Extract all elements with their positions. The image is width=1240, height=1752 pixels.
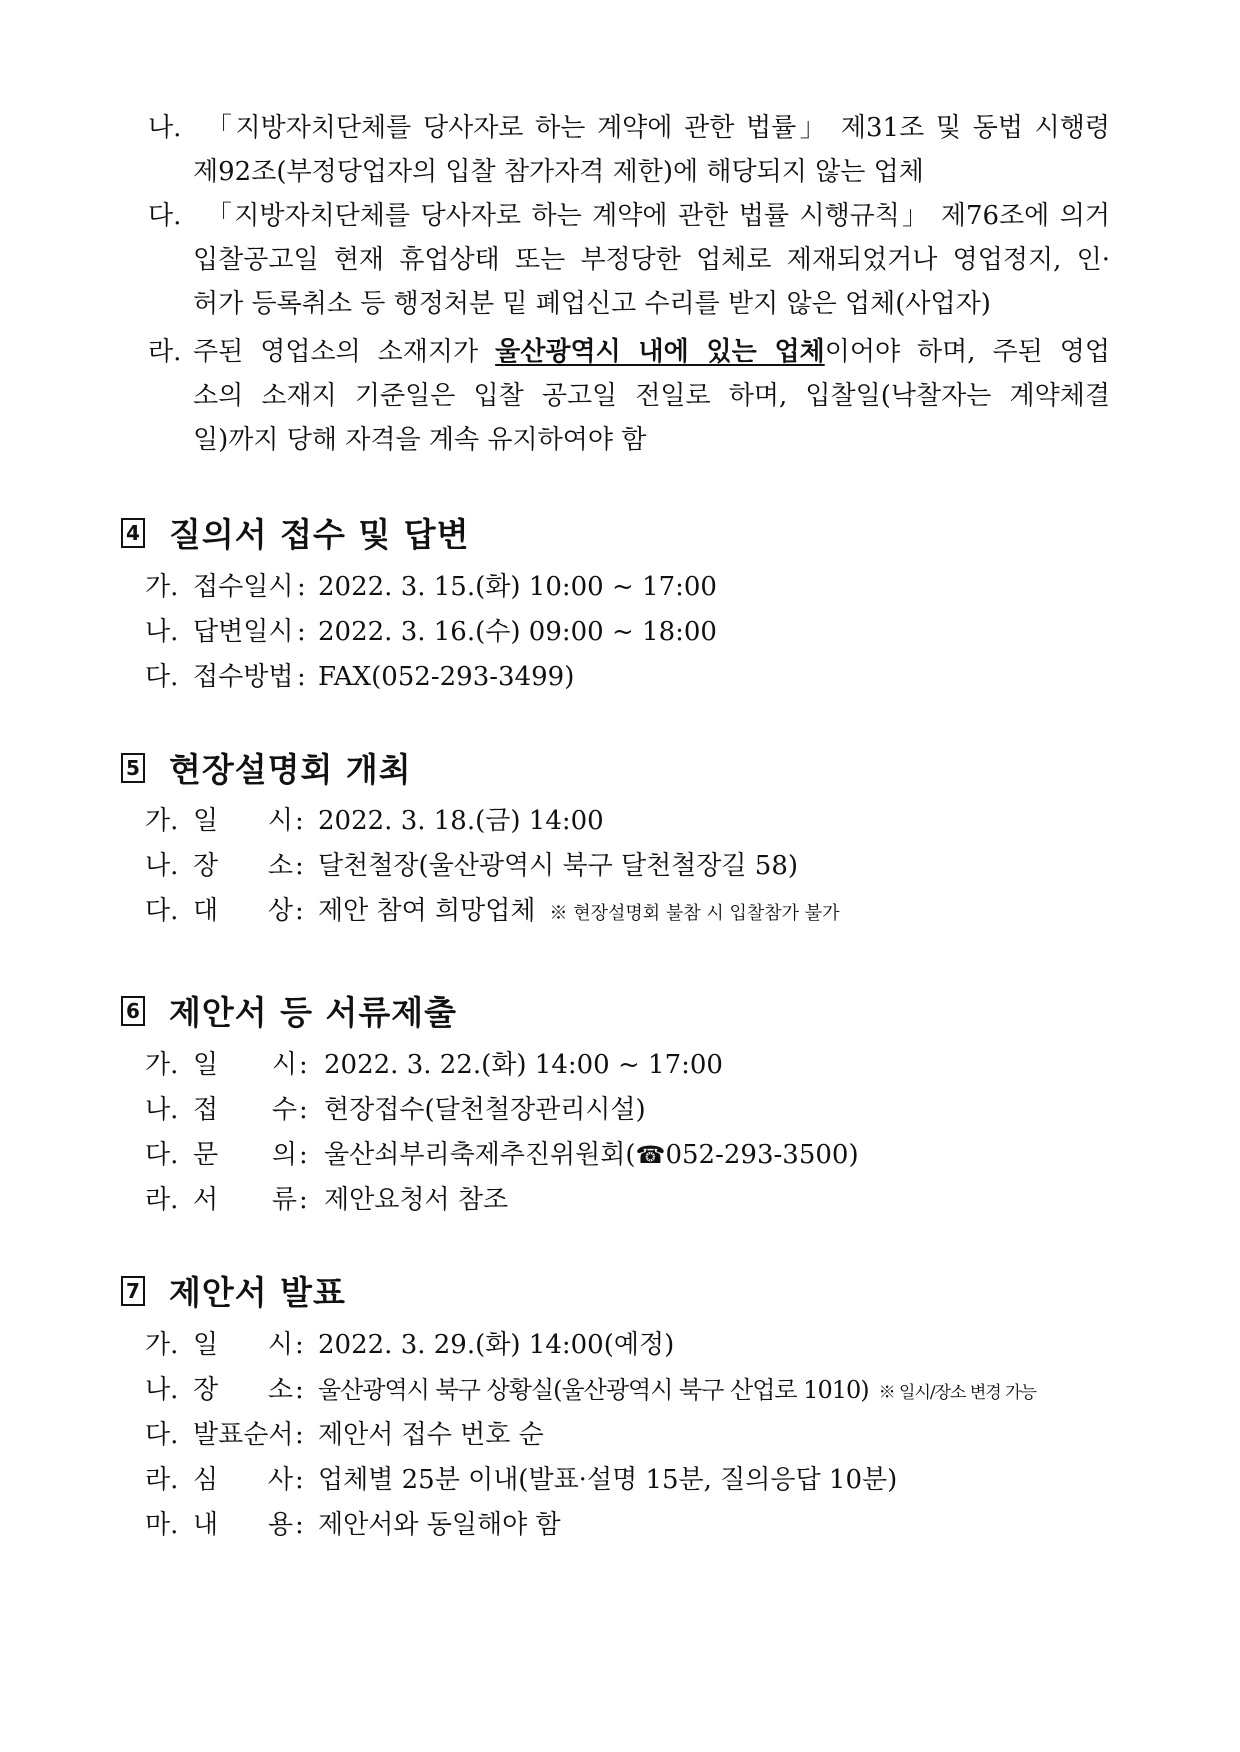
item-text: 「지방자치단체를 당사자로 하는 계약에 관한 법률 시행규칙」 제76조에 의거 [206,201,1110,231]
item-text: 소의 소재지 기준일은 입찰 공고일 전일로 하며, 입찰일(낙찰자는 계약체결 [193,381,1110,411]
field-colon: : [297,662,306,692]
note-text: ※ 현장설명회 불참 시 입찰참가 불가 [549,903,840,924]
field-row [0,1088,1240,1132]
item-marker: 가. [145,1050,179,1080]
text-run: 이어야 하며, 주된 영업 [824,337,1110,367]
field-colon: : [295,806,304,836]
value-text: 업체별 25분 이내(발표·설명 15분, 질의응답 10분) [318,1465,898,1495]
field-value [318,1368,1036,1415]
item-text [193,330,1110,374]
label-char: 류 [271,1185,297,1215]
label-char: 장 [193,1375,219,1405]
field-value [324,1133,859,1177]
field-value [318,1458,911,1505]
field-value: 2022. 3. 22.(화) 14:00 ~ 17:00 [324,1050,723,1080]
label-char: 수 [271,1095,297,1125]
field-value [318,1413,558,1460]
item-marker: 나. [145,1375,179,1405]
item-marker: 다. [145,896,179,926]
label-char: 접 [193,1095,219,1125]
field-colon: : [299,1140,308,1170]
item-marker: 나. [145,617,179,647]
field-label [193,1178,297,1222]
item-marker: 라. [148,337,182,367]
field-colon: : [299,1095,308,1125]
list-item-continuation [0,238,1240,282]
field-row [0,889,1240,933]
value-text: 제안서 접수 번호 순 [318,1420,544,1450]
field-label: 답변일시 [193,617,294,647]
field-row [0,1368,1240,1412]
item-text: 제92조(부정당업자의 입찰 참가자격 제한)에 해당되지 않는 업체 [193,157,924,187]
label-char: 시 [267,806,293,836]
field-colon: : [295,1330,304,1360]
field-value: 현장접수(달천철장관리시설) [324,1095,646,1125]
field-label [193,1323,293,1367]
list-item-continuation [0,374,1240,418]
field-colon: : [299,1050,308,1080]
field-label [193,1368,293,1412]
item-marker: 라. [145,1185,179,1215]
list-item [0,106,1240,150]
field-row [0,1413,1240,1457]
item-marker: 라. [145,1465,179,1495]
label-text: 발표순서 [193,1420,294,1450]
section-title: 제안서 발표 [169,1273,346,1312]
label-char: 장 [193,851,219,881]
phone-icon: ☎ [635,1141,666,1169]
text-run: 주된 영업소의 소재지가 [193,337,496,367]
section-title: 질의서 접수 및 답변 [169,515,470,554]
section-title: 현장설명회 개최 [169,750,412,789]
label-char: 의 [271,1140,297,1170]
field-colon: : [295,1420,304,1450]
field-row [0,1503,1240,1547]
value-text: 울산광역시 북구 상황실(울산광역시 북구 산업로 1010) [318,1376,869,1404]
field-value: FAX(052-293-3499) [318,662,575,692]
field-label [193,1088,297,1132]
field-label [193,844,293,888]
section-title: 제안서 등 서류제출 [169,993,458,1032]
list-item-continuation [0,418,1240,462]
field-row [0,1323,1240,1367]
field-row [0,1458,1240,1502]
section-number-box: 4 [121,518,145,548]
item-text: 입찰공고일 현재 휴업상태 또는 부정당한 업체로 제재되었거나 영업정지, 인· [193,245,1110,275]
label-char: 소 [267,1375,293,1405]
field-row [0,565,1240,609]
note-text: ※ 일시/장소 변경 가능 [878,1383,1036,1403]
field-label [193,889,293,933]
field-label [193,799,293,843]
field-row [0,844,1240,888]
field-colon: : [299,1185,308,1215]
item-marker: 다. [145,1420,179,1450]
label-char: 일 [193,1330,219,1360]
item-marker: 다. [145,662,179,692]
value-text: 울산쇠부리축제추진위원회( [324,1140,636,1170]
label-char: 서 [193,1185,219,1215]
value-text: 052-293-3500) [665,1140,859,1170]
label-char: 일 [193,1050,219,1080]
label-char: 대 [193,896,219,926]
field-row [0,610,1240,654]
field-value [318,1323,688,1370]
field-row [0,655,1240,699]
item-text: 일)까지 당해 자격을 계속 유지하여야 함 [193,425,647,455]
label-char: 일 [193,806,219,836]
field-label [193,1133,297,1177]
emphasis-underline: 울산광역시 내에 있는 업체 [495,337,825,367]
item-text: 허가 등록취소 등 행정처분 밑 폐업신고 수리를 받지 않은 업체(사업자) [193,289,991,319]
label-char: 내 [193,1510,219,1540]
field-row [0,1043,1240,1087]
field-label [193,1503,293,1547]
label-char: 사 [267,1465,293,1495]
field-colon: : [295,1510,304,1540]
item-marker: 다. [148,201,182,231]
field-colon: : [295,851,304,881]
item-marker: 가. [145,806,179,836]
item-marker: 마. [145,1510,179,1540]
list-item-continuation [0,150,1240,194]
field-row [0,1178,1240,1222]
field-row [0,1133,1240,1177]
field-row [0,799,1240,843]
item-marker: 나. [145,851,179,881]
label-char: 심 [193,1465,219,1495]
section-number-box: 6 [121,996,145,1026]
field-label [193,1413,293,1457]
field-colon: : [297,572,306,602]
value-text: 제안 참여 희망업체 [318,896,536,926]
label-char: 소 [267,851,293,881]
field-colon: : [297,617,306,647]
field-value [318,889,840,936]
item-text: 「지방자치단체를 당사자로 하는 계약에 관한 법률」 제31조 및 동법 시행령 [206,113,1110,143]
label-char: 용 [267,1510,293,1540]
section-number-box: 5 [121,753,145,783]
field-label [193,1043,297,1087]
label-char: 시 [271,1050,297,1080]
label-char: 시 [267,1330,293,1360]
field-colon: : [295,1465,304,1495]
field-label: 접수방법 [193,662,294,692]
item-marker: 가. [145,1330,179,1360]
field-value [318,1503,575,1550]
section-number-box: 7 [121,1276,145,1306]
label-char: 문 [193,1140,219,1170]
label-char: 상 [267,896,293,926]
item-marker: 나. [145,1095,179,1125]
field-colon: : [295,896,304,926]
field-value: 2022. 3. 16.(수) 09:00 ~ 18:00 [318,617,717,647]
item-marker: 가. [145,572,179,602]
field-value: 제안요청서 참조 [324,1185,509,1215]
item-marker: 나. [148,113,182,143]
item-marker: 다. [145,1140,179,1170]
field-label [193,1458,293,1502]
value-text: 제안서와 동일해야 함 [318,1510,561,1540]
field-value [318,844,812,891]
value-text: 달천철장(울산광역시 북구 달천철장길 58) [318,851,799,881]
value-text: 2022. 3. 29.(화) 14:00(예정) [318,1330,675,1360]
list-item [0,194,1240,238]
list-item-continuation [0,282,1240,326]
field-label: 접수일시 [193,572,294,602]
field-value [318,799,618,846]
field-colon: : [295,1375,304,1405]
list-item [0,330,1240,374]
field-value: 2022. 3. 15.(화) 10:00 ~ 17:00 [318,572,717,602]
value-text: 2022. 3. 18.(금) 14:00 [318,806,604,836]
